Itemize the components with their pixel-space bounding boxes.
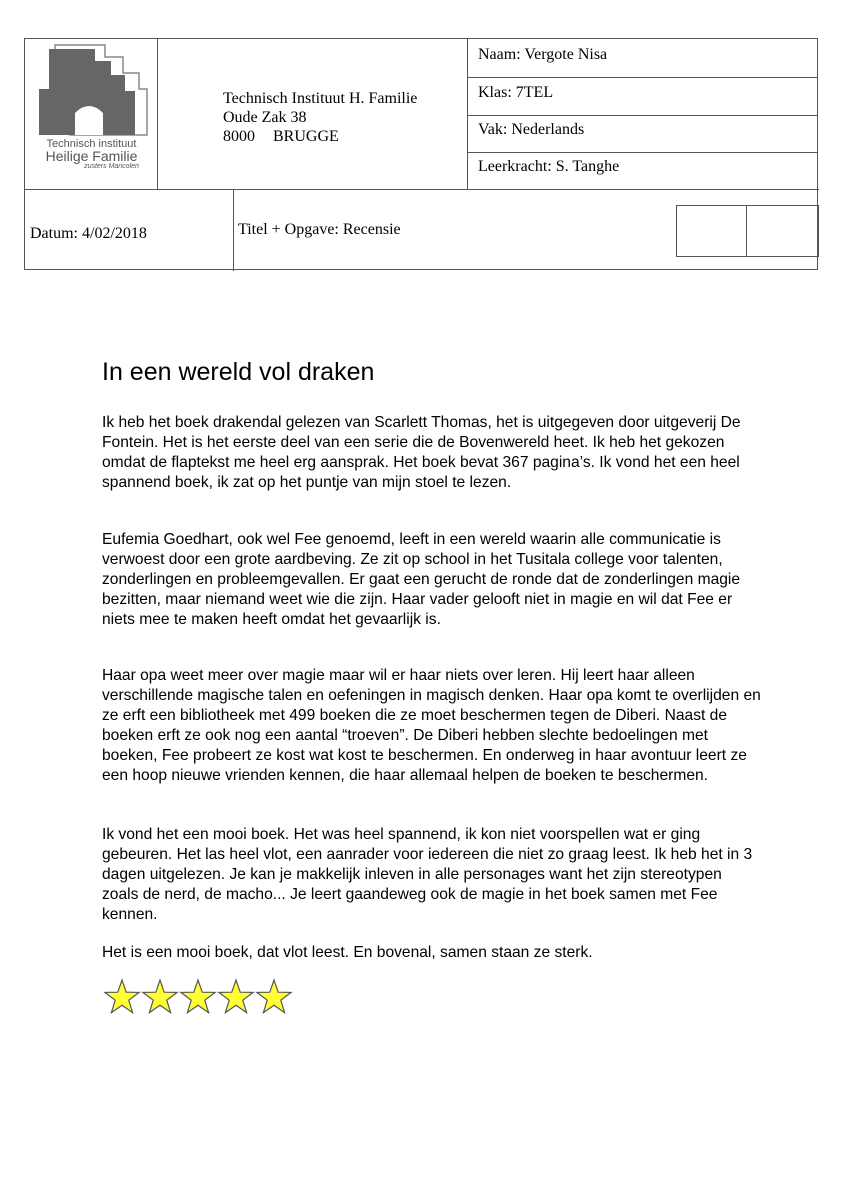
paragraph-conclusion: Het is een mooi boek, dat vlot leest. En bovenal, samen staan ze sterk. bbox=[102, 944, 593, 961]
title-cell bbox=[233, 190, 819, 271]
info-row-leerkracht bbox=[468, 152, 817, 189]
vak-field: Vak: Nederlands bbox=[478, 121, 585, 138]
info-row-vak bbox=[468, 115, 817, 153]
building-logo-icon bbox=[25, 39, 158, 149]
header-bottom-row bbox=[25, 189, 819, 271]
article-title: In een wereld vol draken bbox=[102, 358, 375, 386]
logo-line3: zusters Maricolen bbox=[84, 163, 139, 170]
star-rating-graphic bbox=[103, 977, 303, 1017]
date-cell bbox=[25, 190, 234, 271]
school-street: Oude Zak 38 bbox=[223, 109, 307, 126]
student-info bbox=[468, 39, 819, 189]
school-logo bbox=[25, 39, 158, 189]
star-icon bbox=[143, 980, 177, 1013]
paragraph-plot: Haar opa weet meer over magie maar wil er haar niets over leren. Hij leert haar alleen verschillende magische talen en oefeningen in magisch denken. Haar opa komt te overlijden en ze erft een bibliotheek met 499 boeken die ze moet beschermen tegen de Diberi. Naast de boeken erft ze ook nog een aantal “troeven”. De Diberi hebben slechte bedoelingen met boeken, Fee probeert ze kost wat kost te beschermen. En onderweg in haar avontuur leert ze een hoop nieuwe vrienden kennen, die haar allemaal helpen de boeken te beschermen. bbox=[102, 667, 761, 784]
datum-field: Datum: 4/02/2018 bbox=[30, 225, 147, 242]
info-row-klas bbox=[468, 77, 817, 116]
rating-stars bbox=[103, 977, 303, 1017]
paragraph-story: Eufemia Goedhart, ook wel Fee genoemd, leeft in een wereld waarin alle communicatie is verwoest door een grote aardbeving. Ze zit op school in het Tusitala college voor talenten, zonderlingen en probleemgevallen. Er gaat een gerucht de ronde dat de zonderlingen magie bezitten, maar niemand weet wie die zijn. Haar vader gelooft niet in magie en wil dat Fee er niets mee te maken heeft omdat het gevaarlijk is. bbox=[102, 531, 741, 628]
school-postcode: 8000 bbox=[223, 128, 255, 145]
klas-field: Klas: 7TEL bbox=[478, 84, 554, 101]
star-icon bbox=[257, 980, 291, 1013]
score-boxes bbox=[676, 205, 819, 257]
star-icon bbox=[219, 980, 253, 1013]
school-name: Technisch Instituut H. Familie bbox=[223, 90, 418, 107]
header-table bbox=[24, 38, 818, 270]
school-city: BRUGGE bbox=[273, 128, 339, 145]
paragraph-intro: Ik heb het boek drakendal gelezen van Scarlett Thomas, het is uitgegeven door uitgeverij De Fontein. Het is het eerste deel van een serie die de Bovenwereld heet. Ik heb het gekozen omdat de flaptekst me heel erg aansprak. Het boek bevat 367 pagina’s. Ik vond het een heel spannend boek, ik zat op het puntje van mijn stoel te lezen. bbox=[102, 414, 741, 491]
star-icon bbox=[105, 980, 139, 1013]
star-icon bbox=[181, 980, 215, 1013]
paragraph-opinion: Ik vond het een mooi boek. Het was heel spannend, ik kon niet voorspellen wat er ging gebeuren. Het las heel vlot, een aanrader voor iedereen die niet zo graag leest. Ik heb het in 3 dagen uitgelezen. Je kan je makkelijk inleven in alle personages want het zijn stereotypen zoals de nerd, de macho... Je leert gaandeweg ook de magie in het boek samen met Fee kennen. bbox=[102, 826, 753, 923]
school-address bbox=[158, 39, 468, 189]
score-divider bbox=[746, 206, 747, 256]
titel-field: Titel + Opgave: Recensie bbox=[238, 221, 401, 238]
info-row-naam bbox=[468, 39, 817, 78]
naam-field: Naam: Vergote Nisa bbox=[478, 46, 608, 63]
logo-line2: Heilige Familie bbox=[45, 148, 138, 164]
leerkracht-field: Leerkracht: S. Tanghe bbox=[478, 158, 620, 175]
logo-line1: Technisch instituut bbox=[46, 138, 137, 150]
